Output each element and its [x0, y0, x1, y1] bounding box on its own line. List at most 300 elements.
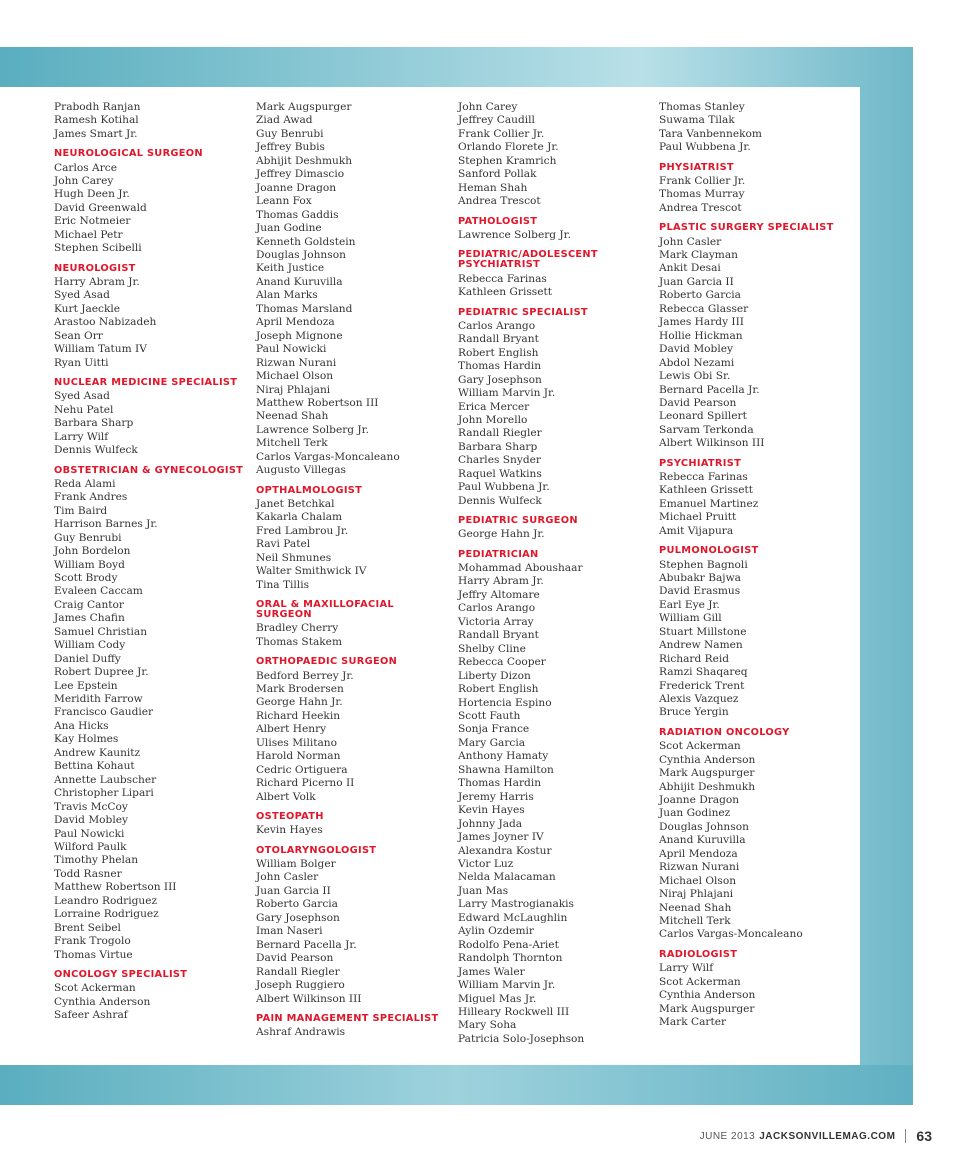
physician-name: Travis McCoy	[54, 800, 128, 813]
physician-name: Michael Petr	[54, 228, 123, 241]
physician-name: Annette Laubscher	[54, 773, 157, 786]
physician-list	[256, 101, 451, 478]
physician-name: Miguel Mas Jr.	[458, 992, 537, 1005]
physician-name: Michael Olson	[659, 874, 737, 887]
specialty-section	[256, 600, 451, 649]
physician-name: Wilford Paulk	[54, 841, 127, 854]
specialty-heading: PEDIATRICIAN	[458, 548, 539, 560]
physician-name: Shawna Hamilton	[458, 763, 554, 776]
physician-name: Craig Cantor	[54, 598, 124, 611]
physician-name: William Boyd	[54, 558, 125, 571]
footer-divider	[905, 1129, 906, 1143]
physician-name: Francisco Gaudier	[54, 706, 154, 719]
physician-name: Lawrence Solberg Jr.	[256, 423, 369, 436]
physician-name: George Hahn Jr.	[256, 696, 343, 709]
physician-name: Juan Garcia II	[659, 275, 734, 288]
physician-name: Rebecca Cooper	[458, 656, 546, 669]
specialty-heading: PAIN MANAGEMENT SPECIALIST	[256, 1012, 439, 1024]
physician-name: David Pearson	[256, 952, 334, 965]
physician-name: Jeremy Harris	[458, 790, 534, 803]
physician-name: Niraj Phlajani	[659, 888, 734, 901]
physician-name: Scott Fauth	[458, 709, 521, 722]
physician-name: John Bordelon	[54, 545, 131, 558]
physician-name: Thomas Murray	[659, 188, 745, 201]
physician-name: Thomas Virtue	[54, 948, 133, 961]
specialty-section	[54, 264, 249, 370]
physician-name: Mary Garcia	[458, 736, 526, 749]
physician-name: William Cody	[54, 639, 126, 652]
physician-name: Lawrence Solberg Jr.	[458, 228, 571, 241]
physician-name: Richard Heekin	[256, 709, 341, 722]
page-footer	[700, 1128, 932, 1144]
physician-name: John Carey	[458, 101, 518, 113]
physician-name: Scot Ackerman	[659, 740, 741, 753]
physician-name: Matthew Robertson III	[256, 396, 379, 409]
physician-name: Abhijit Deshmukh	[256, 154, 353, 167]
physician-name: Mary Soha	[458, 1019, 517, 1032]
footer-date: JUNE 2013	[699, 1130, 756, 1142]
physician-name: Carlos Vargas-Moncaleano	[659, 928, 803, 941]
physician-name: Andrew Namen	[659, 639, 743, 652]
physician-name: Thomas Gaddis	[256, 208, 339, 221]
specialty-section	[458, 550, 653, 1047]
specialty-section	[458, 217, 653, 243]
physician-name: Dennis Wulfeck	[54, 444, 138, 457]
specialty-section	[256, 812, 451, 838]
physician-name: Frank Andres	[54, 491, 128, 504]
physician-name: Scot Ackerman	[659, 975, 741, 988]
specialty-section	[256, 1014, 451, 1040]
physician-name: Paul Wubbena Jr.	[458, 481, 550, 494]
physician-name: David Pearson	[659, 397, 737, 410]
physician-name: Lewis Obi Sr.	[659, 370, 731, 383]
physician-name: Arastoo Nabizadeh	[54, 316, 157, 329]
physician-name: Anthony Hamaty	[458, 750, 549, 763]
physician-name: Albert Henry	[256, 723, 327, 736]
specialty-section	[659, 950, 854, 1029]
physician-name: Mark Augspurger	[659, 1002, 755, 1015]
physician-name: Douglas Johnson	[659, 820, 749, 833]
physician-name: Keith Justice	[256, 262, 325, 275]
physician-name: Bradley Cherry	[256, 622, 339, 635]
physician-name: Ramesh Kotihal	[54, 114, 139, 127]
physician-name: Juan Mas	[458, 884, 509, 897]
specialty-section	[256, 657, 451, 804]
physician-name: Heman Shah	[458, 181, 528, 194]
physician-name: Frank Trogolo	[54, 935, 131, 948]
specialty-section	[659, 163, 854, 216]
physician-name: Joseph Mignone	[256, 329, 343, 342]
physician-name: Earl Eye Jr.	[659, 598, 720, 611]
physician-name: Orlando Florete Jr.	[458, 141, 559, 154]
physician-name: Raquel Watkins	[458, 467, 542, 480]
specialty-section	[54, 149, 249, 255]
physician-name: Shelby Cline	[458, 642, 526, 655]
specialty-section	[54, 970, 249, 1023]
specialty-section	[659, 101, 854, 155]
physician-name: Harrison Barnes Jr.	[54, 518, 158, 531]
specialty-heading: RADIATION ONCOLOGY	[659, 726, 790, 738]
specialty-section	[54, 378, 249, 457]
physician-name: Mark Augspurger	[256, 101, 352, 113]
physician-name: Safeer Ashraf	[54, 1009, 128, 1022]
specialty-section	[54, 101, 249, 141]
specialty-heading: NEUROLOGIST	[54, 262, 136, 274]
physician-name: Victoria Array	[458, 615, 534, 628]
physician-name: Brent Seibel	[54, 921, 121, 934]
physician-name: Rebecca Glasser	[659, 302, 749, 315]
physician-name: Suwama Tilak	[659, 114, 735, 127]
physician-name: Michael Olson	[256, 370, 334, 383]
physician-list	[256, 858, 451, 1006]
physician-name: Todd Rasner	[54, 867, 122, 880]
physician-name: Joanne Dragon	[256, 181, 337, 194]
physician-name: Albert Wilkinson III	[659, 437, 765, 450]
specialty-section	[458, 250, 653, 299]
physician-name: Leann Fox	[256, 195, 312, 208]
physician-name: Gary Josephson	[458, 373, 542, 386]
physician-name: Roberto Garcia	[256, 898, 338, 911]
specialty-heading: OTOLARYNGOLOGIST	[256, 844, 377, 856]
specialty-section	[659, 546, 854, 720]
physician-name: Kathleen Grissett	[458, 286, 552, 299]
physician-name: Scott Brody	[54, 571, 118, 584]
physician-name: Rebecca Farinas	[458, 272, 547, 285]
physician-name: Cynthia Anderson	[54, 995, 151, 1008]
physician-list	[458, 562, 653, 1046]
physician-name: Janet Betchkal	[256, 497, 335, 510]
physician-name: Joseph Ruggiero	[256, 979, 345, 992]
specialty-heading: OBSTETRICIAN & GYNECOLOGIST	[54, 464, 244, 476]
physician-list	[256, 622, 451, 649]
physician-name: Lee Epstein	[54, 679, 118, 692]
physician-name: Victor Luz	[458, 857, 514, 870]
physician-list	[659, 962, 854, 1029]
physician-name: Iman Naseri	[256, 925, 323, 938]
specialty-heading: OPTHALMOLOGIST	[256, 484, 363, 496]
physician-name: John Morello	[458, 413, 528, 426]
physician-name: Thomas Marsland	[256, 302, 353, 315]
physician-name: Ziad Awad	[256, 114, 313, 127]
physician-list	[458, 101, 653, 209]
physician-list	[659, 471, 854, 538]
physician-name: Ashraf Andrawis	[256, 1026, 346, 1039]
physician-name: Patricia Solo-Josephson	[458, 1032, 585, 1045]
physician-name: Cedric Ortiguera	[256, 763, 348, 776]
physician-name: James Smart Jr.	[54, 127, 138, 140]
teal-bottom-band	[0, 1065, 913, 1105]
specialty-heading: PULMONOLOGIST	[659, 545, 759, 557]
physician-name: Niraj Phlajani	[256, 383, 331, 396]
physician-name: Tina Tillis	[256, 578, 310, 591]
physician-name: David Erasmus	[659, 585, 741, 598]
physician-name: Sanford Pollak	[458, 168, 537, 181]
specialty-heading: ORTHOPAEDIC SURGEON	[256, 656, 398, 668]
specialty-section	[256, 101, 451, 478]
physician-name: Rodolfo Pena-Ariet	[458, 938, 559, 951]
physician-name: George Hahn Jr.	[458, 528, 545, 541]
physician-name: Mark Clayman	[659, 249, 738, 262]
physician-list	[54, 162, 249, 256]
physician-name: Carlos Arce	[54, 161, 117, 174]
physician-name: Randall Riegler	[458, 427, 542, 440]
physician-name: William Bolger	[256, 857, 336, 870]
physician-name: Aylin Ozdemir	[458, 925, 534, 938]
physician-name: Fred Lambrou Jr.	[256, 524, 349, 537]
physician-name: Thomas Hardin	[458, 360, 542, 373]
physician-name: William Marvin Jr.	[458, 387, 556, 400]
physician-name: Ana Hicks	[54, 719, 109, 732]
physician-name: Kakarla Chalam	[256, 511, 343, 524]
physician-name: Carlos Arango	[458, 319, 536, 332]
physician-name: Andrea Trescot	[458, 195, 541, 208]
physician-name: Guy Benrubi	[54, 531, 122, 544]
directory-column-1	[54, 101, 249, 1023]
physician-name: Kay Holmes	[54, 733, 119, 746]
specialty-section	[659, 223, 854, 450]
specialty-heading: ONCOLOGY SPECIALIST	[54, 969, 188, 981]
physician-name: Reda Alami	[54, 477, 116, 490]
physician-name: Stephen Scibelli	[54, 242, 142, 255]
physician-name: Bernard Pacella Jr.	[659, 383, 760, 396]
physician-name: Kurt Jaeckle	[54, 302, 121, 315]
physician-name: Walter Smithwick IV	[256, 565, 367, 578]
physician-name: Thomas Hardin	[458, 777, 542, 790]
physician-name: Syed Asad	[54, 289, 110, 302]
physician-name: Carlos Arango	[458, 602, 536, 615]
physician-list	[659, 101, 854, 155]
physician-name: Bettina Kohaut	[54, 760, 135, 773]
physician-name: Tara Vanbennekom	[659, 127, 762, 140]
physician-name: Samuel Christian	[54, 625, 148, 638]
physician-name: Kevin Hayes	[458, 804, 525, 817]
physician-name: David Mobley	[54, 814, 128, 827]
physician-name: Amit Vijapura	[659, 524, 734, 537]
physician-name: Ulises Militano	[256, 736, 337, 749]
physician-list	[458, 229, 653, 242]
physician-name: Larry Wilf	[54, 430, 109, 443]
physician-name: Mark Augspurger	[659, 767, 755, 780]
specialty-section	[256, 486, 451, 592]
specialty-heading: ORAL & MAXILLOFACIAL SURGEON	[256, 599, 394, 621]
physician-name: Gary Josephson	[256, 911, 340, 924]
physician-name: Mitchell Terk	[659, 915, 731, 928]
directory-column-3	[458, 101, 653, 1046]
physician-name: Juan Godinez	[659, 807, 731, 820]
physician-name: Stephen Kramrich	[458, 154, 557, 167]
physician-name: Mohammad Aboushaar	[458, 562, 583, 574]
physician-name: Neil Shmunes	[256, 551, 332, 564]
physician-name: Guy Benrubi	[256, 127, 324, 140]
specialty-section	[256, 846, 451, 1006]
physician-name: Neenad Shah	[659, 901, 732, 914]
specialty-section	[659, 459, 854, 538]
physician-name: Mark Brodersen	[256, 683, 344, 696]
physician-name: Jeffrey Bubis	[256, 141, 325, 154]
physician-name: Roberto Garcia	[659, 289, 741, 302]
specialty-heading: NEUROLOGICAL SURGEON	[54, 148, 203, 160]
page-number: 63	[916, 1128, 932, 1144]
physician-name: Timothy Phelan	[54, 854, 139, 867]
physician-name: Hortencia Espino	[458, 696, 552, 709]
physician-name: Jeffrey Dimascio	[256, 168, 345, 181]
physician-name: Albert Volk	[256, 790, 316, 803]
physician-list	[256, 824, 451, 837]
physician-name: Eric Notmeier	[54, 215, 131, 228]
specialty-section	[458, 516, 653, 542]
physician-name: Alan Marks	[256, 289, 318, 302]
physician-name: John Carey	[54, 175, 114, 188]
physician-name: Ankit Desai	[659, 262, 721, 275]
physician-name: Kenneth Goldstein	[256, 235, 356, 248]
physician-list	[54, 390, 249, 457]
physician-name: Bernard Pacella Jr.	[256, 938, 357, 951]
specialty-heading: PLASTIC SURGERY SPECIALIST	[659, 222, 834, 234]
physician-name: Scot Ackerman	[54, 982, 136, 995]
physician-name: Matthew Robertson III	[54, 881, 177, 894]
physician-name: James Waler	[458, 965, 525, 978]
physician-name: Paul Nowicki	[256, 343, 327, 356]
physician-name: Sonja France	[458, 723, 530, 736]
specialty-heading: PEDIATRIC SURGEON	[458, 515, 578, 527]
physician-name: Robert English	[458, 346, 539, 359]
physician-name: Jeffry Altomare	[458, 588, 540, 601]
physician-name: Charles Snyder	[458, 454, 541, 467]
physician-name: Tim Baird	[54, 504, 108, 517]
specialty-section	[458, 308, 653, 509]
physician-name: Abhijit Deshmukh	[659, 780, 756, 793]
physician-name: Neenad Shah	[256, 410, 329, 423]
physician-name: Prabodh Ranjan	[54, 101, 141, 113]
physician-name: Abdol Nezami	[659, 356, 735, 369]
physician-name: Stephen Bagnoli	[659, 558, 748, 571]
physician-name: Paul Nowicki	[54, 827, 125, 840]
directory-card	[0, 87, 860, 1065]
physician-name: Ryan Uitti	[54, 356, 109, 369]
physician-name: John Casler	[659, 235, 722, 248]
physician-list	[54, 478, 249, 962]
physician-name: James Joyner IV	[458, 831, 544, 844]
physician-list	[659, 559, 854, 720]
physician-name: Lorraine Rodriguez	[54, 908, 159, 921]
directory-columns	[0, 101, 860, 1061]
physician-name: Hollie Hickman	[659, 329, 743, 342]
physician-name: Hugh Deen Jr.	[54, 188, 130, 201]
physician-name: Barbara Sharp	[54, 417, 134, 430]
physician-name: Bruce Yergin	[659, 706, 729, 719]
physician-name: Kathleen Grissett	[659, 484, 753, 497]
physician-name: James Chafin	[54, 612, 125, 625]
physician-name: Carlos Vargas-Moncaleano	[256, 450, 400, 463]
physician-name: Meridith Farrow	[54, 693, 143, 706]
physician-name: April Mendoza	[659, 847, 738, 860]
physician-name: Jeffrey Caudill	[458, 114, 535, 127]
physician-list	[54, 982, 249, 1022]
footer-site[interactable]: JACKSONVILLEMAG.COM	[759, 1130, 896, 1142]
specialty-heading: PEDIATRIC/ADOLESCENT PSYCHIATRIST	[458, 249, 598, 271]
physician-name: Robert English	[458, 683, 539, 696]
specialty-heading: PHYSIATRIST	[659, 161, 734, 173]
physician-name: Randolph Thornton	[458, 952, 563, 965]
physician-name: Harry Abram Jr.	[458, 575, 544, 588]
physician-name: David Greenwald	[54, 201, 147, 214]
physician-name: Rizwan Nurani	[659, 861, 740, 874]
specialty-heading: RADIOLOGIST	[659, 948, 738, 960]
specialty-heading: PATHOLOGIST	[458, 215, 538, 227]
physician-name: Nelda Malacaman	[458, 871, 556, 884]
physician-name: Leandro Rodriguez	[54, 894, 158, 907]
physician-name: James Hardy III	[659, 316, 744, 329]
physician-name: Ravi Patel	[256, 538, 311, 551]
physician-name: Juan Garcia II	[256, 884, 331, 897]
physician-name: Thomas Stakem	[256, 635, 342, 648]
physician-list	[458, 528, 653, 541]
physician-list	[54, 101, 249, 141]
physician-name: Albert Wilkinson III	[256, 992, 362, 1005]
physician-name: Andrew Kaunitz	[54, 746, 141, 759]
physician-name: Frederick Trent	[659, 679, 745, 692]
directory-column-4	[659, 101, 854, 1029]
specialty-section	[54, 466, 249, 963]
specialty-heading: NUCLEAR MEDICINE SPECIALIST	[54, 377, 238, 389]
physician-name: Erica Mercer	[458, 400, 530, 413]
physician-name: Nehu Patel	[54, 403, 114, 416]
physician-list	[256, 498, 451, 592]
physician-name: David Mobley	[659, 343, 733, 356]
physician-name: Harold Norman	[256, 750, 341, 763]
physician-list	[659, 236, 854, 451]
physician-name: Christopher Lipari	[54, 787, 154, 800]
physician-name: April Mendoza	[256, 316, 335, 329]
physician-name: Emanuel Martinez	[659, 497, 759, 510]
physician-name: Hilleary Rockwell III	[458, 1005, 570, 1018]
physician-name: Bedford Berrey Jr.	[256, 669, 354, 682]
physician-name: Mark Carter	[659, 1015, 727, 1028]
physician-name: Thomas Stanley	[659, 101, 745, 113]
specialty-section	[458, 101, 653, 209]
specialty-heading: PEDIATRIC SPECIALIST	[458, 306, 588, 318]
physician-name: Frank Collier Jr.	[458, 127, 545, 140]
physician-list	[659, 175, 854, 215]
physician-name: Liberty Dizon	[458, 669, 531, 682]
physician-name: Anand Kuruvilla	[256, 275, 343, 288]
physician-list	[458, 273, 653, 300]
physician-name: Rizwan Nurani	[256, 356, 337, 369]
physician-name: Anand Kuruvilla	[659, 834, 746, 847]
physician-name: Richard Picerno II	[256, 777, 355, 790]
physician-name: Cynthia Anderson	[659, 989, 756, 1002]
physician-name: Evaleen Caccam	[54, 585, 143, 598]
physician-name: John Casler	[256, 871, 319, 884]
directory-column-2	[256, 101, 451, 1040]
physician-list	[256, 670, 451, 805]
physician-name: William Gill	[659, 612, 722, 625]
physician-name: William Marvin Jr.	[458, 979, 556, 992]
physician-name: Daniel Duffy	[54, 652, 121, 665]
physician-name: Barbara Sharp	[458, 440, 538, 453]
physician-name: Michael Pruitt	[659, 511, 737, 524]
physician-name: Andrea Trescot	[659, 201, 742, 214]
physician-name: Larry Mastrogianakis	[458, 898, 574, 911]
physician-name: Frank Collier Jr.	[659, 175, 746, 188]
physician-name: Harry Abram Jr.	[54, 275, 140, 288]
physician-name: Dennis Wulfeck	[458, 494, 542, 507]
physician-list	[458, 320, 653, 508]
physician-name: Mitchell Terk	[256, 437, 328, 450]
physician-name: Stuart Millstone	[659, 625, 747, 638]
physician-name: Alexandra Kostur	[458, 844, 552, 857]
physician-name: Rebecca Farinas	[659, 471, 748, 484]
